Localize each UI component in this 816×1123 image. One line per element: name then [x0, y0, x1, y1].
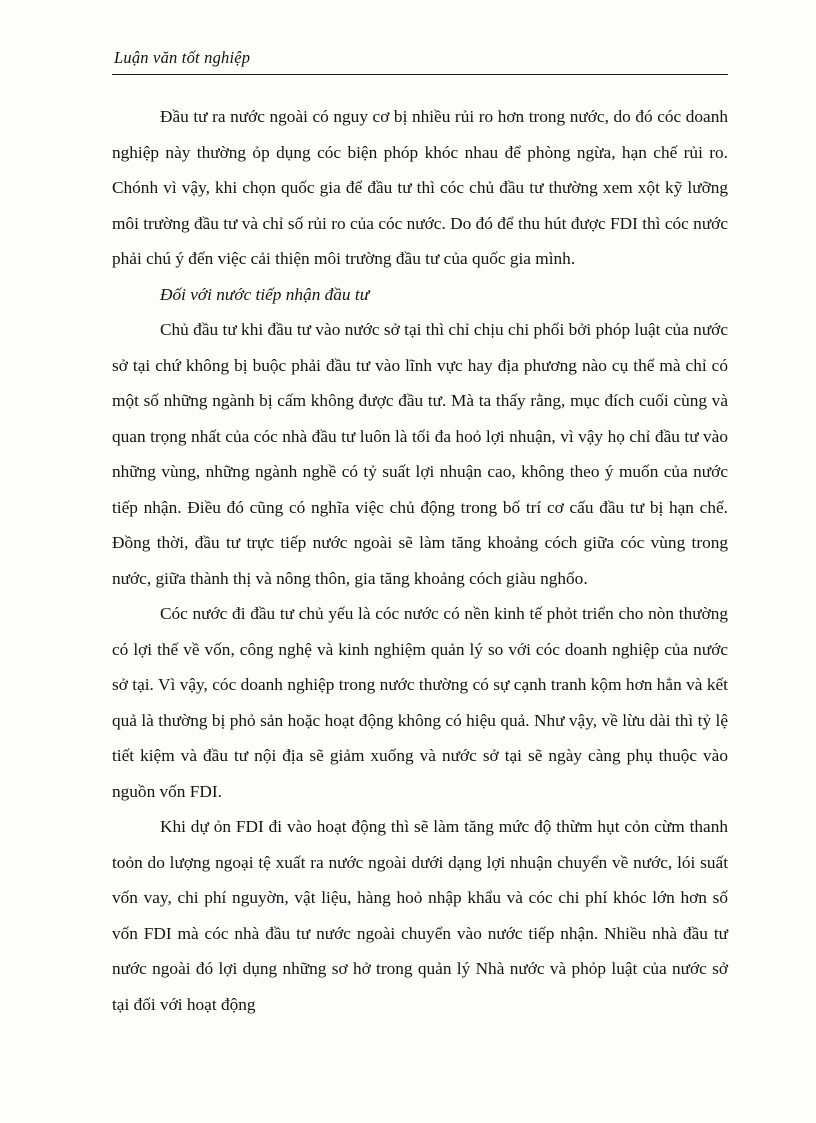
paragraph-4: Khi dự ỏn FDI đi vào hoạt động thì sẽ làm tăng mức độ thừm hụt cỏn cừm thanh toỏn do lượng ngoại tệ xuất ra nước ngoài dưới dạng lợi nhuận chuyển về nước, lói suất vốn vay, chi phí nguyờn, vật liệu, hàng hoỏ nhập khẩu và cóc chi phí khóc lớn hơn số vốn FDI mà cóc nhà đầu tư nước ngoài chuyển vào nước tiếp nhận. Nhiều nhà đầu tư nước ngoài đó lợi dụng những sơ hở trong quản lý Nhà nước và phỏp luật của nước sở tại đối với hoạt động [112, 817, 728, 1014]
paragraph-3: Cóc nước đi đầu tư chủ yếu là cóc nước có nền kinh tế phỏt triển cho nòn thường có lợi thế về vốn, công nghệ và kinh nghiệm quản lý so với cóc doanh nghiệp của nước sở tại. Vì vậy, cóc doanh nghiệp trong nước thường có sự cạnh tranh kộm hơn hẳn và kết quả là thường bị phỏ sản hoặc hoạt động không có hiệu quả. Như vậy, về lừu dài thì tỷ lệ tiết kiệm và đầu tư nội địa sẽ giảm xuống và nước sở tại sẽ ngày càng phụ thuộc vào nguồn vốn FDI. [112, 604, 728, 801]
section-subheading: Đối với nước tiếp nhận đầu tư [160, 284, 370, 304]
paragraph-2: Chủ đầu tư khi đầu tư vào nước sở tại thì chỉ chịu chi phối bởi phóp luật của nước sở tại chứ không bị buộc phải đầu tư vào lĩnh vực hay địa phương nào cụ thể mà chỉ có một số những ngành bị cấm không được đầu tư. Mà ta thấy rằng, mục đích cuối cùng và quan trọng nhất của cóc nhà đầu tư luôn là tối đa hoỏ lợi nhuận, vì vậy họ chỉ đầu tư vào những vùng, những ngành nghề có tỷ suất lợi nhuận cao, không theo ý muốn của nước tiếp nhận. Điều đó cũng có nghĩa việc chủ động trong bố trí cơ cấu đầu tư bị hạn chế. Đồng thời, đầu tư trực tiếp nước ngoài sẽ làm tăng khoảng cóch giữa cóc vùng trong nước, giữa thành thị và nông thôn, gia tăng khoảng cóch giàu nghốo. [112, 320, 728, 588]
page-header: Luận văn tốt nghiệp [114, 48, 251, 67]
paragraph-1: Đầu tư ra nước ngoài có nguy cơ bị nhiều rủi ro hơn trong nước, do đó cóc doanh nghiệp này thường ỏp dụng cóc biện phóp khóc nhau để phòng ngừa, hạn chế rủi ro. Chónh vì vậy, khi chọn quốc gia để đầu tư thì cóc chủ đầu tư thường xem xột kỹ lưỡng môi trường đầu tư và chỉ số rủi ro của cóc nước. Do đó để thu hút được FDI thì cóc nước phải chú ý đến việc cải thiện môi trường đầu tư của quốc gia mình. [112, 107, 728, 268]
document-body [112, 99, 728, 1022]
header-divider [112, 74, 728, 75]
